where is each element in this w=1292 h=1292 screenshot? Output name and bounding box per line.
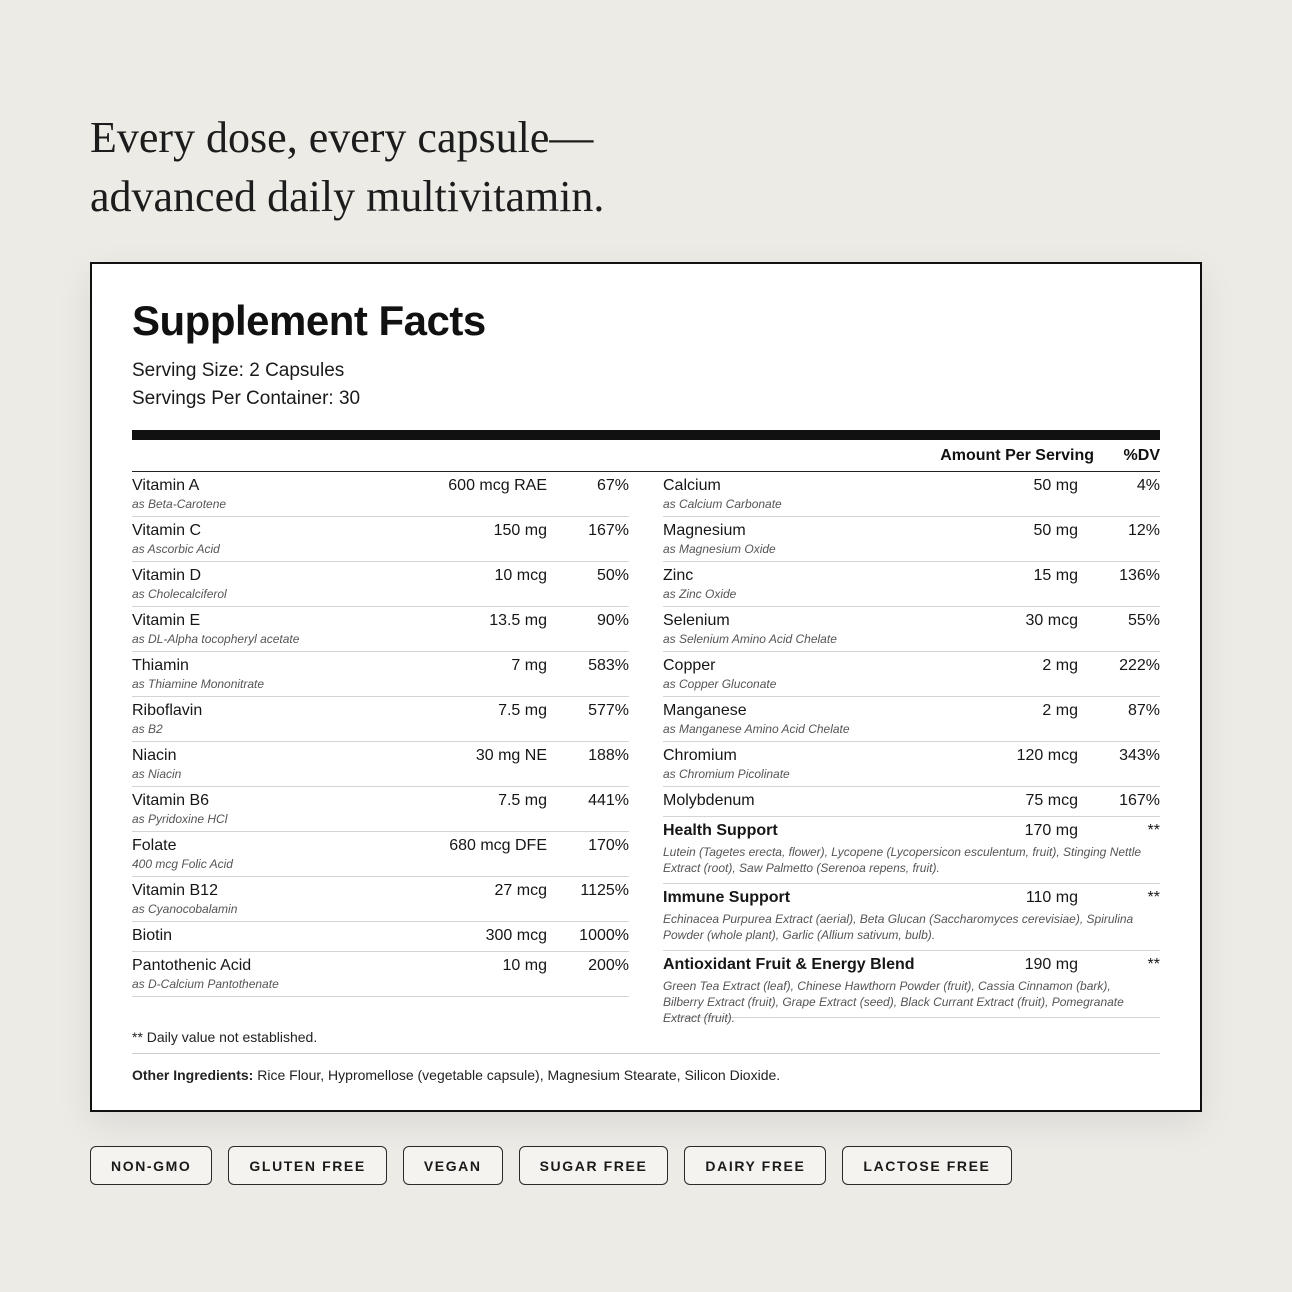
nutrient-name: Biotin <box>132 927 173 944</box>
nutrient-dv: 343% <box>1119 747 1160 764</box>
nutrient-source: as Chromium Picolinate <box>663 767 790 781</box>
nutrient-name: Copper <box>663 657 716 674</box>
nutrient-name: Riboflavin <box>132 702 203 719</box>
nutrient-dv: 167% <box>588 522 629 539</box>
nutrient-row <box>132 832 629 877</box>
nutrient-amount: 13.5 mg <box>489 612 547 629</box>
nutrient-amount: 7.5 mg <box>498 702 547 719</box>
nutrient-name: Folate <box>132 837 177 854</box>
headline-line-2: advanced daily multivitamin. <box>90 172 605 221</box>
nutrient-amount: 10 mcg <box>494 567 547 584</box>
nutrient-source: as Manganese Amino Acid Chelate <box>663 722 850 736</box>
other-ingredients-label: Other Ingredients: <box>132 1067 254 1083</box>
nutrient-dv: 87% <box>1127 702 1160 719</box>
blend-description: Lutein (Tagetes erecta, flower), Lycopene (Lycopersicon esculentum, fruit), Stinging Nettle Extract (root), Saw Palmetto (Serenoa repens, fruit). <box>663 845 1142 875</box>
other-ingredients <box>132 1067 780 1083</box>
nutrient-dv: 441% <box>588 792 629 809</box>
nutrient-row <box>663 697 1160 742</box>
blend-row <box>663 817 1160 884</box>
nutrient-row <box>132 472 629 517</box>
nutrient-name: Vitamin E <box>132 612 201 629</box>
nutrient-amount: 30 mg NE <box>475 747 547 764</box>
nutrient-row <box>132 517 629 562</box>
nutrient-name: Molybdenum <box>663 792 755 809</box>
nutrient-name: Chromium <box>663 747 737 764</box>
blend-row <box>663 884 1160 951</box>
nutrient-source: as Pyridoxine HCl <box>132 812 228 826</box>
blend-name: Health Support <box>663 822 778 839</box>
nutrient-source: as Ascorbic Acid <box>132 542 220 556</box>
nutrient-name: Magnesium <box>663 522 746 539</box>
nutrient-dv: 67% <box>596 477 629 494</box>
nutrient-dv: 1000% <box>579 927 629 944</box>
nutrient-row <box>132 952 629 997</box>
nutrient-amount: 50 mg <box>1033 477 1078 494</box>
nutrient-dv: 12% <box>1127 522 1160 539</box>
nutrient-name: Selenium <box>663 612 730 629</box>
supplement-facts-panel <box>90 262 1202 1112</box>
nutrient-amount: 10 mg <box>502 957 547 974</box>
nutrient-row <box>132 697 629 742</box>
nutrient-row <box>132 607 629 652</box>
nutrient-amount: 30 mcg <box>1025 612 1078 629</box>
footnote-divider <box>132 1053 1160 1054</box>
nutrient-source: as Magnesium Oxide <box>663 542 776 556</box>
blend-amount: 110 mg <box>1025 889 1078 906</box>
nutrient-source: as Selenium Amino Acid Chelate <box>663 632 837 646</box>
nutrient-column-right <box>663 472 1160 1025</box>
nutrient-row <box>132 787 629 832</box>
nutrient-row <box>663 652 1160 697</box>
badge-list <box>90 1146 1012 1185</box>
nutrient-source: as Thiamine Mononitrate <box>132 677 265 691</box>
servings-per-container: Servings Per Container: 30 <box>132 388 361 409</box>
nutrient-name: Niacin <box>132 747 177 764</box>
nutrient-dv: 1125% <box>580 882 629 899</box>
nutrient-dv: 583% <box>588 657 629 674</box>
nutrient-row <box>132 877 629 922</box>
nutrient-amount: 120 mcg <box>1016 747 1078 764</box>
badge-vegan: VEGAN <box>403 1146 503 1185</box>
nutrient-source: as Cholecalciferol <box>132 587 227 601</box>
nutrient-amount: 50 mg <box>1033 522 1078 539</box>
nutrient-name: Vitamin B6 <box>132 792 210 809</box>
nutrient-row <box>663 472 1160 517</box>
nutrient-source: as B2 <box>132 722 163 736</box>
nutrient-amount: 600 mcg RAE <box>448 477 547 494</box>
nutrient-source: as Niacin <box>132 767 182 781</box>
badge-non-gmo: NON-GMO <box>90 1146 212 1185</box>
thick-divider <box>132 430 1160 440</box>
nutrient-row <box>663 787 1160 817</box>
nutrient-row <box>663 517 1160 562</box>
nutrient-amount: 15 mg <box>1033 567 1078 584</box>
panel-title: Supplement Facts <box>132 297 486 344</box>
nutrient-amount: 300 mcg <box>485 927 547 944</box>
nutrient-name: Vitamin C <box>132 522 202 539</box>
nutrient-amount: 2 mg <box>1042 702 1078 719</box>
nutrient-row <box>663 562 1160 607</box>
serving-size: Serving Size: 2 Capsules <box>132 360 345 381</box>
nutrient-row <box>132 652 629 697</box>
headline <box>90 108 990 226</box>
headline-line-1: Every dose, every capsule— <box>90 113 594 162</box>
other-ingredients-text: Rice Flour, Hypromellose (vegetable capsule), Magnesium Stearate, Silicon Dioxide. <box>253 1067 781 1083</box>
nutrient-amount: 27 mcg <box>494 882 547 899</box>
nutrient-dv: 136% <box>1119 567 1160 584</box>
nutrient-row <box>663 742 1160 787</box>
blend-dv: ** <box>1147 889 1160 906</box>
nutrient-name: Manganese <box>663 702 747 719</box>
nutrient-row <box>132 742 629 787</box>
nutrient-source: 400 mcg Folic Acid <box>132 857 233 871</box>
nutrient-source: as Copper Gluconate <box>663 677 777 691</box>
nutrient-source: as Zinc Oxide <box>663 587 737 601</box>
nutrient-name: Pantothenic Acid <box>132 957 252 974</box>
blend-amount: 190 mg <box>1024 956 1078 973</box>
nutrient-dv: 577% <box>588 702 629 719</box>
badge-gluten-free: GLUTEN FREE <box>228 1146 386 1185</box>
nutrient-dv: 4% <box>1136 477 1160 494</box>
nutrient-source: as DL-Alpha tocopheryl acetate <box>132 632 300 646</box>
nutrient-name: Zinc <box>663 567 694 584</box>
nutrient-row <box>663 607 1160 652</box>
nutrient-amount: 7.5 mg <box>498 792 547 809</box>
nutrient-name: Vitamin A <box>132 477 200 494</box>
nutrient-dv: 170% <box>588 837 629 854</box>
nutrient-amount: 680 mcg DFE <box>449 837 547 854</box>
nutrient-source: as Cyanocobalamin <box>132 902 238 916</box>
nutrient-dv: 167% <box>1119 792 1160 809</box>
nutrient-amount: 7 mg <box>511 657 547 674</box>
blend-dv: ** <box>1147 822 1160 839</box>
nutrient-source: as Calcium Carbonate <box>663 497 782 511</box>
header-daily-value: %DV <box>1123 447 1160 464</box>
blend-name: Antioxidant Fruit & Energy Blend <box>663 956 915 973</box>
nutrient-column-left <box>132 472 629 997</box>
blend-dv: ** <box>1147 956 1160 973</box>
header-amount-per-serving: Amount Per Serving <box>940 447 1094 464</box>
nutrient-dv: 222% <box>1119 657 1160 674</box>
blend-name: Immune Support <box>663 889 791 906</box>
blend-row <box>663 951 1160 1025</box>
nutrient-dv: 188% <box>588 747 629 764</box>
nutrient-dv: 90% <box>596 612 629 629</box>
nutrient-name: Vitamin D <box>132 567 202 584</box>
nutrient-source: as Beta-Carotene <box>132 497 227 511</box>
nutrient-amount: 2 mg <box>1042 657 1078 674</box>
badge-lactose-free: LACTOSE FREE <box>842 1146 1011 1185</box>
badge-sugar-free: SUGAR FREE <box>519 1146 669 1185</box>
nutrient-name: Vitamin B12 <box>132 882 218 899</box>
nutrient-amount: 150 mg <box>493 522 547 539</box>
nutrient-dv: 50% <box>596 567 629 584</box>
nutrient-dv: 55% <box>1127 612 1160 629</box>
blend-description: Echinacea Purpurea Extract (aerial), Beta Glucan (Saccharomyces cerevisiae), Spirulina Powder (whole plant), Garlic (Allium sativum, bulb). <box>663 912 1134 942</box>
blend-amount: 170 mg <box>1024 822 1078 839</box>
nutrient-source: as D-Calcium Pantothenate <box>132 977 279 991</box>
nutrient-row <box>132 922 629 952</box>
nutrient-dv: 200% <box>588 957 629 974</box>
blend-description: Green Tea Extract (leaf), Chinese Hawthorn Powder (fruit), Cassia Cinnamon (bark), Bilberry Extract (fruit), Grape Extract (seed), Black Currant Extract (fruit), Pomegranate Extract (fruit). <box>663 979 1124 1025</box>
daily-value-footnote: ** Daily value not established. <box>132 1029 318 1045</box>
nutrient-name: Thiamin <box>132 657 189 674</box>
badge-dairy-free: DAIRY FREE <box>684 1146 826 1185</box>
nutrient-name: Calcium <box>663 477 721 494</box>
nutrient-amount: 75 mcg <box>1025 792 1078 809</box>
nutrient-row <box>132 562 629 607</box>
